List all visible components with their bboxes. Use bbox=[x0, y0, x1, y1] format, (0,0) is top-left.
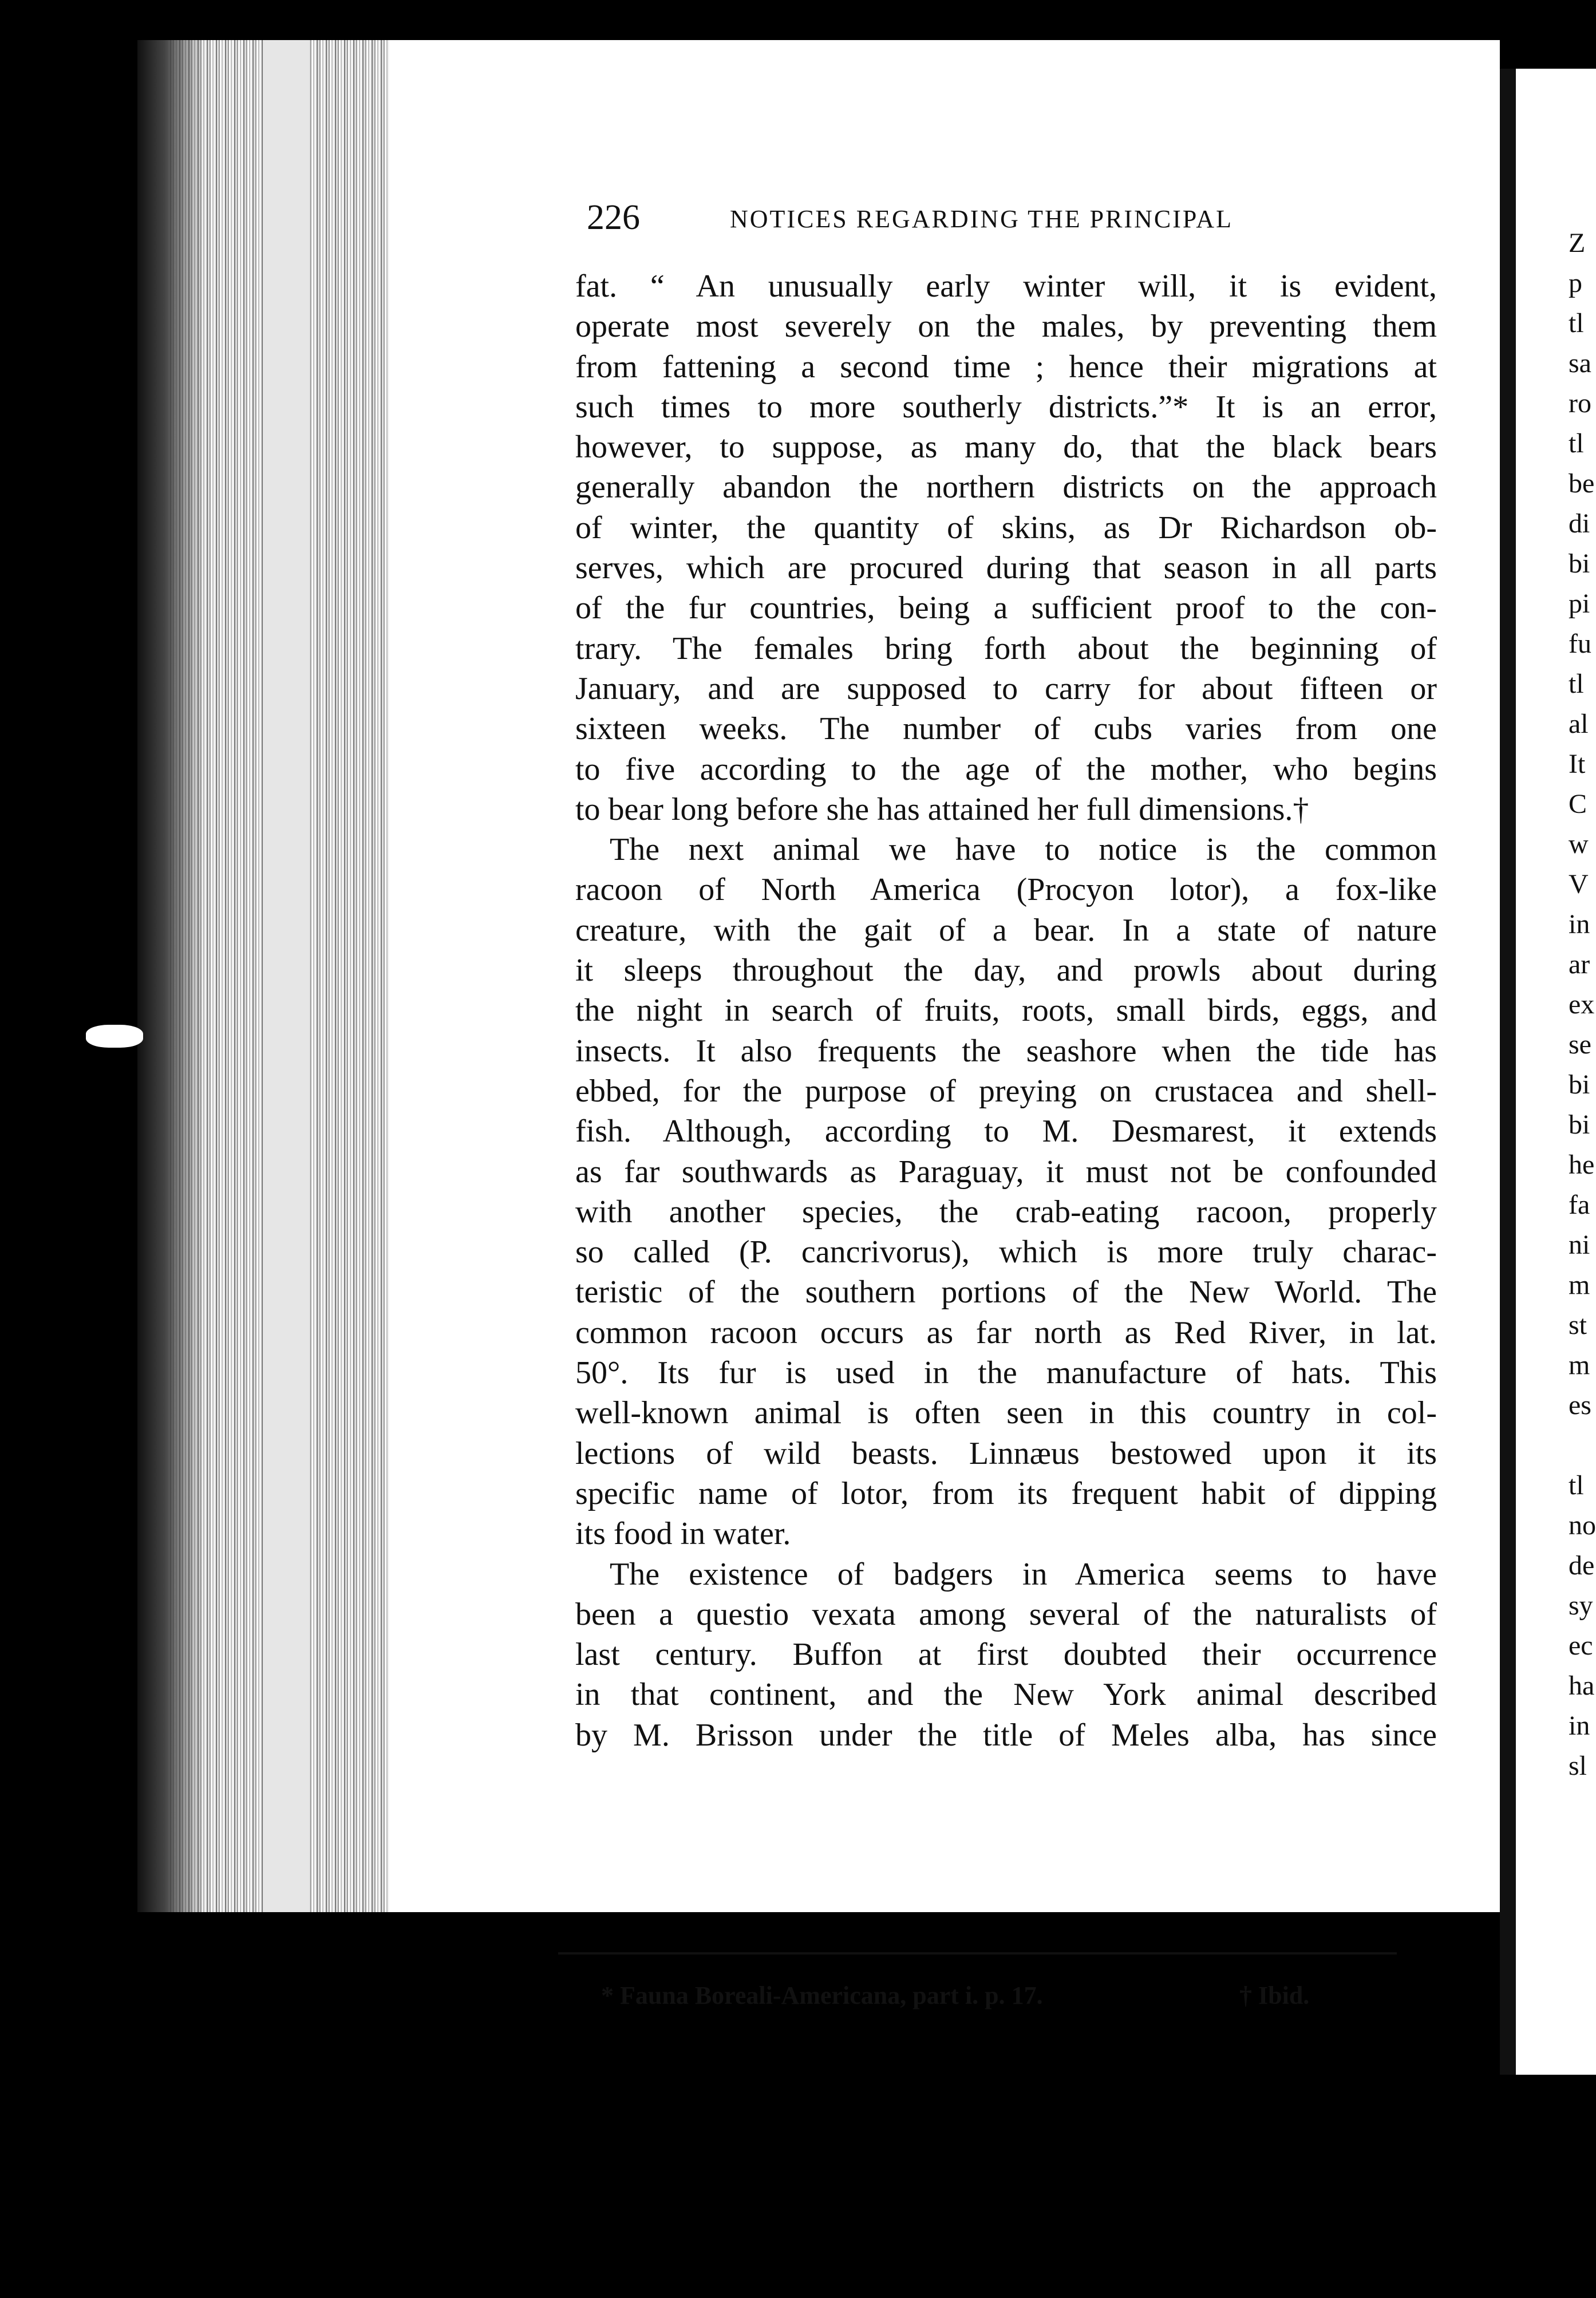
page-edge-shadow bbox=[263, 40, 309, 1912]
adjacent-page-fragment: st bbox=[1569, 1310, 1587, 1340]
adjacent-page-fragment: p bbox=[1569, 268, 1582, 298]
text-line: January, and are supposed to carry for about fifteen or bbox=[575, 670, 1437, 706]
adjacent-page-text bbox=[1569, 0, 1596, 2298]
text-line: fish. Although, according to M. Desmarest, it extends bbox=[575, 1114, 1437, 1150]
text-line: racoon of North America (Procyon lotor), a fox-like bbox=[575, 872, 1437, 908]
text-line: ebbed, for the purpose of preying on crustacea and shell- bbox=[575, 1073, 1437, 1109]
text-line: teristic of the southern portions of the New World. The bbox=[575, 1274, 1437, 1310]
text-line: of the fur countries, being a sufficient proof to the con- bbox=[575, 590, 1437, 626]
adjacent-page-fragment: ar bbox=[1569, 949, 1590, 980]
adjacent-page-fragment: ha bbox=[1569, 1671, 1595, 1701]
page-number: 226 bbox=[587, 198, 640, 237]
text-line: well-known animal is often seen in this country in col- bbox=[575, 1395, 1437, 1431]
text-line: so called (P. cancrivorus), which is more truly charac- bbox=[575, 1234, 1437, 1270]
paper-smudge bbox=[86, 1025, 143, 1048]
text-line: generally abandon the northern districts on the approach bbox=[575, 469, 1437, 506]
text-line: however, to suppose, as many do, that the black bears bbox=[575, 429, 1437, 465]
adjacent-page-fragment: w bbox=[1569, 829, 1589, 859]
text-line: in that continent, and the New York animal described bbox=[575, 1677, 1437, 1713]
text-line: serves, which are procured during that season in all parts bbox=[575, 550, 1437, 586]
text-line: with another species, the crab-eating racoon, properly bbox=[575, 1194, 1437, 1230]
text-line: The existence of badgers in America seems to have bbox=[610, 1556, 1437, 1592]
text-line: sixteen weeks. The number of cubs varies from one bbox=[575, 711, 1437, 747]
adjacent-page-fragment bbox=[1569, 1426, 1596, 1466]
adjacent-page-fragment: sy bbox=[1569, 1590, 1593, 1621]
adjacent-page-fragment: in bbox=[1569, 909, 1590, 939]
adjacent-page-fragment: C bbox=[1569, 789, 1587, 819]
text-line: from fattening a second time ; hence their migrations at bbox=[575, 349, 1437, 385]
adjacent-page-fragment: be bbox=[1569, 468, 1595, 499]
adjacent-page-fragment: de bbox=[1569, 1550, 1595, 1581]
text-line: to bear long before she has attained her full dimensions.† bbox=[575, 791, 1309, 827]
adjacent-page-fragment: di bbox=[1569, 508, 1590, 539]
text-line: such times to more southerly districts.”* It is an error, bbox=[575, 389, 1437, 425]
adjacent-page-fragment: pi bbox=[1569, 589, 1590, 619]
adjacent-page-fragment: m bbox=[1569, 1350, 1590, 1380]
adjacent-page-fragment: fa bbox=[1569, 1190, 1590, 1220]
text-line: by M. Brisson under the title of Meles alba, has since bbox=[575, 1717, 1437, 1753]
text-line: the night in search of fruits, roots, small birds, eggs, and bbox=[575, 993, 1437, 1029]
adjacent-page-fragment: m bbox=[1569, 1270, 1590, 1300]
adjacent-page-fragment: tl bbox=[1569, 1470, 1584, 1501]
adjacent-page-fragment: V bbox=[1569, 869, 1589, 899]
adjacent-page-fragment: al bbox=[1569, 709, 1589, 739]
footnote-1: * Fauna Boreali-Americana, part i. p. 17. bbox=[601, 1981, 1043, 2009]
adjacent-page-fragment: Z bbox=[1569, 228, 1586, 258]
text-line: 50°. Its fur is used in the manufacture of hats. This bbox=[575, 1355, 1437, 1391]
adjacent-page-fragment: sl bbox=[1569, 1751, 1587, 1781]
text-line: to five according to the age of the mother, who begins bbox=[575, 751, 1437, 787]
adjacent-page-fragment: he bbox=[1569, 1150, 1595, 1180]
adjacent-page-fragment: ni bbox=[1569, 1230, 1590, 1260]
text-line: of winter, the quantity of skins, as Dr Richardson ob- bbox=[575, 510, 1437, 546]
adjacent-page-fragment: bi bbox=[1569, 1069, 1590, 1100]
text-line: operate most severely on the males, by preventing them bbox=[575, 309, 1437, 345]
text-line: creature, with the gait of a bear. In a state of nature bbox=[575, 912, 1437, 948]
footnote-rule bbox=[558, 1952, 1397, 1955]
text-line: been a questio vexata among several of the naturalists of bbox=[575, 1596, 1437, 1632]
text-line: fat. “ An unusually early winter will, it is evident, bbox=[575, 269, 1437, 304]
text-line: trary. The females bring forth about the beginning of bbox=[575, 630, 1437, 666]
adjacent-page-fragment: sa bbox=[1569, 348, 1591, 378]
page-header bbox=[587, 198, 1342, 243]
adjacent-page-fragment: tl bbox=[1569, 669, 1584, 699]
text-line: it sleeps throughout the day, and prowls about during bbox=[575, 953, 1437, 989]
text-line: specific name of lotor, from its frequent habit of dipping bbox=[575, 1475, 1437, 1511]
adjacent-page-fragment: tl bbox=[1569, 428, 1584, 459]
text-line: The next animal we have to notice is the common bbox=[610, 832, 1437, 868]
adjacent-page-fragment: tl bbox=[1569, 308, 1584, 338]
adjacent-page-fragment: es bbox=[1569, 1390, 1591, 1420]
text-line: lections of wild beasts. Linnæus bestowed upon it its bbox=[575, 1435, 1437, 1471]
adjacent-page-fragment: It bbox=[1569, 749, 1586, 779]
text-line: common racoon occurs as far north as Red River, in lat. bbox=[575, 1314, 1437, 1351]
adjacent-page-fragment: ec bbox=[1569, 1630, 1593, 1661]
adjacent-page-fragment: in bbox=[1569, 1711, 1590, 1741]
adjacent-page-fragment: bi bbox=[1569, 1109, 1590, 1140]
text-line: its food in water. bbox=[575, 1516, 791, 1552]
adjacent-page-fragment: fu bbox=[1569, 629, 1591, 659]
adjacent-page-fragment: bi bbox=[1569, 548, 1590, 579]
text-line: last century. Buffon at first doubted their occurrence bbox=[575, 1637, 1437, 1673]
body-text bbox=[575, 266, 1437, 1755]
adjacent-page-fragment: se bbox=[1569, 1029, 1591, 1060]
adjacent-page-fragment: no bbox=[1569, 1510, 1596, 1541]
running-head: NOTICES REGARDING THE PRINCIPAL bbox=[730, 205, 1233, 233]
adjacent-page-fragment: ro bbox=[1569, 388, 1591, 418]
text-line: insects. It also frequents the seashore when the tide has bbox=[575, 1033, 1437, 1069]
footnote-2: † Ibid. bbox=[1239, 1981, 1310, 2009]
text-line: as far southwards as Paraguay, it must not be confounded bbox=[575, 1154, 1437, 1190]
adjacent-page-fragment: ex bbox=[1569, 989, 1595, 1020]
